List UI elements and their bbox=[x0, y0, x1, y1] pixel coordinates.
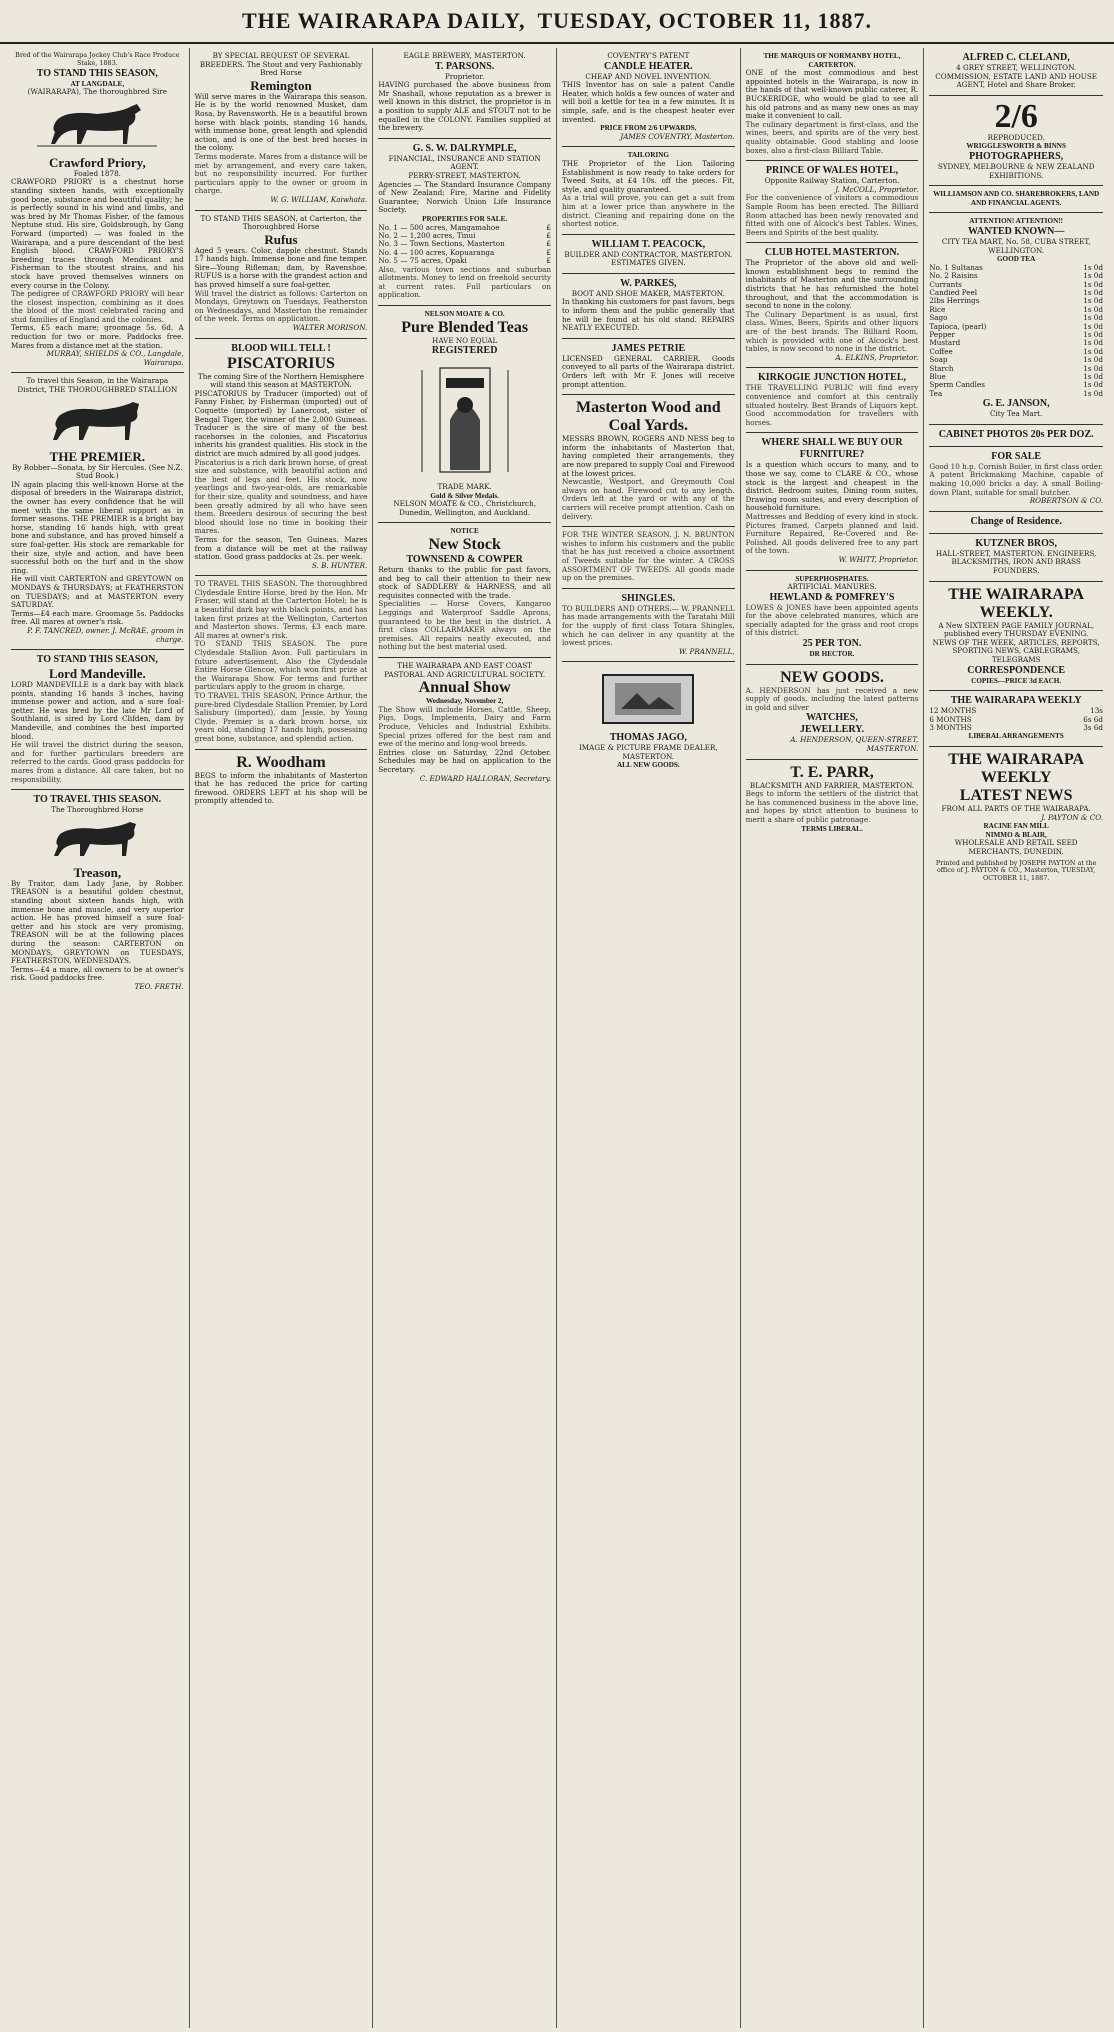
new-goods-ad bbox=[746, 665, 919, 760]
masthead-date: TUESDAY, OCTOBER 11, 1887. bbox=[537, 8, 872, 33]
premier-heading: To travel this Season, in the Wairarapa District, THE THOROUGHBRED STALLION bbox=[17, 376, 178, 395]
watches-label: WATCHES, bbox=[806, 712, 858, 724]
woodham-ad bbox=[195, 750, 368, 811]
horse-name-lord: Lord Mandeville. bbox=[48, 666, 146, 682]
club-sig: A. ELKINS, Proprietor. bbox=[835, 352, 919, 362]
stand-heading: TO STAND THIS SEASON, bbox=[36, 67, 158, 79]
coal-body: MESSRS BROWN, ROGERS AND NESS beg to inform the inhabitants of Masterton that, having completed their arrangements, they are now prepared to supply Coal and Firewood at the lowest prices. bbox=[562, 434, 735, 478]
table-row: No. 2 Raisins 1s 0d bbox=[929, 271, 1103, 281]
jewellery-label: JEWELLERY. bbox=[799, 724, 864, 736]
horse-description-filler: The pedigree of CRAWFORD PRIORY will bear the closest inspection, combining as it does the blood of the most celebrated racing and stud families of England and the colonies. bbox=[11, 289, 184, 324]
rufus-owner: WALTER MORISON. bbox=[292, 323, 368, 333]
prince-of-wales-ad bbox=[746, 161, 919, 243]
nelson-moate-ad bbox=[378, 306, 551, 524]
latest-news-ad bbox=[929, 747, 1103, 888]
table-row: No. 4 — 100 acres, Kopuaranga £ bbox=[378, 247, 551, 257]
kutzner-name: KUTZNER BROS, bbox=[975, 537, 1057, 549]
club-filler: The Culinary Department is as usual, first class. Wines, Beers, Spirits and other liquors are of the best brands. The Billiard Room, which is provided with one of Alcock's best tables, is now second to none in the district. bbox=[745, 309, 919, 354]
candle-price: PRICE FROM 2/6 UPWARDS. bbox=[600, 124, 697, 133]
prannell-sig: W. PRANNELL, bbox=[678, 646, 735, 656]
parsons-body: HAVING purchased the above business from Mr Snashall, whose reputation as a brewer is well known in this district, the proprietor is in a position to supply ALE and STOUT not to be equalled in the COLONY. Families supplied at the brewery. bbox=[378, 80, 551, 133]
brewery-ad bbox=[378, 48, 551, 139]
show-title: Annual Show bbox=[418, 679, 511, 697]
piscatorius-terms: Terms for the season, Ten Guineas. Mares from a distance will be met at the railway station. Good grass paddocks at 2s. per week. bbox=[194, 534, 368, 562]
club-body: The Proprietor of the above old and well-known establishment begs to remind the inhabitants of Masterton and the surrounding districts that he has refurnished the hotel throughout, and that the accommodation is second to none in the colony. bbox=[745, 258, 919, 311]
kutzner-role: HALL-STREET, MASTERTON. ENGINEERS, BLACKSMITHS, IRON AND BRASS FOUNDERS. bbox=[935, 548, 1097, 575]
manures-filler: LOWES & JONES have been appointed agents for the above celebrated manures, which are specially adapted for the grass and root crops of this district. bbox=[745, 602, 919, 638]
manures-sub: ARTIFICIAL MANURES. bbox=[787, 582, 877, 592]
candle-sub: CHEAP AND NOVEL INVENTION. bbox=[585, 71, 712, 81]
show-org: THE WAIRARAPA AND EAST COAST PASTORAL AND AGRICULTURAL SOCIETY. bbox=[384, 661, 546, 679]
horse-foaled: Foaled 1878. bbox=[73, 168, 121, 178]
treason-owner: TEO. FRETH. bbox=[134, 981, 184, 991]
henderson-sig: A. HENDERSON, QUEEN-STREET, MASTERTON. bbox=[790, 735, 919, 754]
show-body: Entries close on Saturday, 22nd October. Schedules may be had on application to the Secretary. bbox=[378, 747, 551, 774]
parkes-body: In thanking his customers for past favors, begs to inform them and the public generally that he will be found at his old stand. REPAIRS NEATLY EXECUTED. bbox=[562, 297, 735, 333]
kirkogie-title: KIRKOGIE JUNCTION HOTEL, bbox=[757, 372, 907, 384]
lord-description: LORD MANDEVILLE is a dark bay with black points, standing 16 hands 3 inches, having immense power and action, and a sure foal-getter. He was bred by the late Mr Lord of Southland, is sired by Lord Clifden, dam by Mandeville, and combines the best imported blood. bbox=[11, 680, 184, 741]
table-row: Soap 1s 0d bbox=[929, 355, 1103, 365]
notice-label: NOTICE bbox=[450, 527, 479, 536]
latest-news-title: LATEST NEWS bbox=[959, 786, 1073, 804]
parsons-role: Proprietor. bbox=[444, 71, 485, 81]
tailor-heading: TAILORING bbox=[627, 151, 670, 160]
column-4 bbox=[557, 48, 741, 2028]
table-row: Tapioca, (pearl) 1s 0d bbox=[929, 321, 1103, 331]
table-row: Blue 1s 0d bbox=[929, 372, 1103, 381]
table-row: Pepper 1s 0d bbox=[929, 329, 1103, 339]
medals-label: Gold & Silver Medals. bbox=[430, 491, 499, 500]
rufus-description: Aged 5 years. Color, dapple chestnut. Stands 17 hands high. Immense bone and fine temper. Sire—Young Rifleman; dam, by Ravenshoe. RUFUS is a horse with the grandest action and has proved himself a sure foal-getter. bbox=[194, 245, 368, 290]
weekly3-title: THE WAIRARAPA WEEKLY bbox=[948, 750, 1085, 786]
rufus-filler: Will travel the district as follows: Carterton on Mondays, Greytown on Tuesdays, Featherston on Wednesdays, and Masterton the remainder of the week. Terms on application. bbox=[194, 288, 368, 324]
for-sale-title: FOR SALE bbox=[991, 450, 1042, 462]
liberal-label: LIBERAL ARRANGEMENTS bbox=[968, 732, 1064, 741]
rufus-heading: TO STAND THIS SEASON, at Carterton, the Thoroughbred Horse bbox=[200, 213, 362, 232]
table-row: No. 1 Sultanas 1s 0d bbox=[929, 262, 1103, 272]
premier-description: IN again placing this well-known Horse at the disposal of breeders in the Wairarapa district, the owner has every confidence that he will meet with the same liberal support as in former seasons. THE PREMIER is a bright bay horse, standing 16 hands high, with great bone and substance, and has proved himself a sure foal-getter. His stock are remarkable for their size, style and action, and have been successful both on the turf and in the show ring. bbox=[11, 479, 184, 575]
piscatorius-ad bbox=[195, 339, 368, 577]
lord-heading: TO STAND THIS SEASON, bbox=[36, 654, 158, 666]
photo-role: PHOTOGRAPHERS, bbox=[969, 150, 1064, 162]
furniture-filler: Mattresses and Bedding of every kind in stock. Pictures framed, Carpets planned and laid. Furniture Repaired, Re-Covered and Re-Polished. All goods delivered free to any part of the town. bbox=[745, 511, 919, 556]
prince-filler: For the convenience of visitors a commodious Sample Room has been erected. The Billiard Room attached has been newly renovated and fitted with one of Alcock's best Tables. Wines, Beers and Spirits of the best quality. bbox=[745, 193, 919, 237]
cleland-ad bbox=[929, 48, 1103, 96]
stallion-filler-2: TO STAND THIS SEASON. The pure Clydesdale Stallion Avon. Full particulars in future advertisement. Also the Clydesdale Entire Horse Glencoe, which won first prize at the Wairarapa Show. For terms and further particulars apply to the groom in charge. bbox=[194, 639, 368, 692]
stand-sub: (WAIRARAPA), The thoroughbred Sire bbox=[27, 87, 167, 97]
horse-name-rufus: Rufus bbox=[264, 231, 298, 247]
piscatorius-description: PISCATORIUS by Traducer (imported) out of Fanny Fisher, by Fisherman (imported) out of Coquette (imported) by Lanercost, sister of Bengal Tiger, the winner of the 2,000 Guineas. Traducer is the sire of many of the best racehorses in the colonies, and Piscatorius inherits his grandest qualities. His stock in the district are much admired by all good judges. bbox=[194, 388, 368, 458]
shingles-heading: SHINGLES. bbox=[621, 592, 676, 604]
weekly-body: A New SIXTEEN PAGE FAMILY JOURNAL, published every THURSDAY EVENING. bbox=[938, 620, 1095, 639]
tailor-body: THE Proprietor of the Lion Tailoring Establishment is now ready to take orders for Tweed Suits, at £4 10s. off the pieces. Fit, style, and quality guaranteed. bbox=[562, 158, 735, 194]
williamson-ad bbox=[929, 186, 1103, 213]
nelson-address: NELSON MOATE & CO., Christchurch, Dunedin, Wellington, and Auckland. bbox=[393, 499, 536, 517]
payton-sig: J. PAYTON & CO. bbox=[1041, 812, 1103, 822]
newspaper-columns bbox=[6, 48, 1108, 2028]
treason-ad bbox=[11, 790, 184, 996]
woodham-name: R. Woodham bbox=[236, 753, 326, 771]
table-row: Rice 1s 0d bbox=[929, 304, 1103, 314]
correspondence-label: CORRESPONDENCE bbox=[967, 664, 1066, 676]
horse-terms: Terms, £5 each mare; groomage 5s. 6d. A reduction for two or more. Paddocks free. Mares from a distance met at the station. bbox=[11, 323, 184, 350]
treason-heading: TO TRAVEL THIS SEASON. bbox=[33, 794, 162, 806]
horse-illustration-1 bbox=[37, 100, 157, 152]
remington-owner: W. G. WILLIAM, Kaiwhata. bbox=[270, 194, 368, 204]
janson-name: G. E. JANSON, bbox=[982, 398, 1050, 410]
racine-title: RACINE FAN MILL bbox=[983, 822, 1049, 831]
dalrymple-ad bbox=[378, 139, 551, 306]
subscription-table bbox=[929, 707, 1103, 732]
dalrymple-name: G. S. W. DALRYMPLE, bbox=[412, 142, 517, 154]
table-row: Candied Peel 1s 0d bbox=[929, 287, 1103, 297]
remington-filler: Terms moderate. Mares from a distance will be met by arrangement, and every care taken, but no responsibility incurred. For further particulars apply to the owner or groom in charge. bbox=[194, 151, 368, 196]
table-row: Mustard 1s 0d bbox=[929, 338, 1103, 348]
treason-sub: The Thoroughbred Horse bbox=[51, 805, 144, 815]
table-row: Tea 1s 0d bbox=[929, 388, 1103, 398]
candle-heater-ad bbox=[562, 48, 735, 147]
dalrymple-role: FINANCIAL, INSURANCE AND STATION AGENT. bbox=[388, 153, 541, 172]
treason-terms: Terms—£4 a mare, all owners to be at owner's risk. Good paddocks free. bbox=[11, 964, 184, 983]
premier-ad bbox=[11, 373, 184, 650]
remington-ad bbox=[195, 48, 368, 211]
wrigglesworth-name: WRIGGLESWORTH & BINNS bbox=[966, 142, 1066, 151]
club-title: CLUB HOTEL MASTERTON. bbox=[764, 247, 900, 259]
shingles-filler: TO BUILDERS AND OTHERS.— W. PRANNELL has made arrangements with the Taratahi Mill for the supply of first class Totara Shingles, which he can deliver in any quantity at the lowest prices. bbox=[562, 603, 735, 648]
whitt-sig: W. WHITT, Proprietor. bbox=[838, 554, 919, 564]
column-3 bbox=[373, 48, 557, 2028]
table-row: 2lbs Herrings 1s 0d bbox=[929, 296, 1103, 306]
registered-label: REGISTERED bbox=[431, 345, 498, 357]
table-row: Starch 1s 0d bbox=[929, 363, 1103, 373]
weekly-subs-ad bbox=[929, 691, 1103, 747]
stallion-filler-1: TO TRAVEL THIS SEASON. The thoroughbred Clydesdale Entire Horse, bred by the Hon. Mr Fraser, will stand at the Carterton Hotel; he is a beautiful dark bay with black points, and has taken first prizes at the Wellington, Carterton and Masterton shows. Terms, £3 each mare. All mares at owner's risk. bbox=[194, 579, 368, 640]
candle-body: THIS Inventor has on sale a patent Candle Heater, which holds a few ounces of water and will boil a kettle for tea in a few minutes. It is simple, safe, and is the cheapest heater ever invented. bbox=[562, 80, 735, 124]
horse-name-crawford: Crawford Priory, bbox=[48, 154, 146, 170]
townsend-name: TOWNSEND & COWPER bbox=[406, 554, 523, 566]
copies-price: COPIES—PRICE 3d EACH. bbox=[971, 676, 1062, 685]
cabinet-photos-ad bbox=[929, 425, 1103, 447]
show-filler: The Show will include Horses, Cattle, Sheep, Pigs, Dogs, Implements, Dairy and Farm Produce, Vehicles and Industrial Exhibits. Special prizes offered for the best ram and ewe of the merino and long-wool breeds. bbox=[378, 704, 551, 749]
for-sale-ad bbox=[929, 447, 1103, 512]
remington-description: Will serve mares in the Wairarapa this season. He is by the world renowned Musket, dam Rosa, by Ravensworth. He is a beautiful brown horse with black points, standing 16 hands, with immense bone, great length and splendid action, and is one of the best bred horses in the colony. bbox=[194, 91, 368, 153]
properties-heading: PROPERTIES FOR SALE. bbox=[422, 214, 508, 223]
kutzner-ad bbox=[929, 534, 1103, 582]
weekly-title: THE WAIRARAPA WEEKLY. bbox=[948, 585, 1085, 621]
winter-filler: FOR THE WINTER SEASON. J. N. BRUNTON wishes to inform his customers and the public that he has just received a choice assortment of Tweeds suitable for the winter. A CROSS ASSORTMENT OF TWEEDS. All goods made up on the premises. bbox=[562, 530, 735, 583]
table-row: Currants 1s 0d bbox=[929, 279, 1103, 289]
show-sig: C. EDWARD HALLORAN, Secretary. bbox=[419, 773, 551, 783]
wanted-label: WANTED KNOWN— bbox=[967, 225, 1065, 237]
townsend-body: Return thanks to the public for past favors, and beg to call their attention to their new stock of SADDLERY & HARNESS, and all requisites connected with the trade. bbox=[378, 565, 551, 600]
properties-table bbox=[378, 224, 551, 266]
dalrymple-filler: Also, various town sections and suburban allotments. Money to lend on freehold security at current rates. Full particulars on application. bbox=[378, 264, 551, 300]
tea-mart-addr: CITY TEA MART, No. 58, CUBA STREET, WELLINGTON. bbox=[941, 236, 1091, 255]
masthead bbox=[0, 0, 1114, 44]
manures-heading: SUPERPHOSPHATES. bbox=[795, 574, 869, 583]
show-date: Wednesday, November 2, bbox=[425, 697, 504, 706]
woodham-body: BEGS to inform the inhabitants of Masterton that he has reduced the price for carting firewood. ORDERS LEFT at his shop will be promptly attended to. bbox=[194, 770, 368, 806]
horse-name-premier: THE PREMIER. bbox=[49, 448, 145, 464]
doctor-label: DR HECTOR. bbox=[809, 650, 855, 659]
treason-description: By Traitor, dam Lady Jane, by Robber. TREASON is a beautiful golden chestnut, standing about sixteen hands high, with immense bone and muscle, and very superior action. He has proved himself a sure foal-getter and his stock are very promising. TREASON will be at the following places during the season: CARTERTON on MONDAYS, GREYTOWN on TUESDAYS, FEATHERSTON, WEDNESDAYS. bbox=[11, 878, 184, 966]
cleland-name: ALFRED C. CLELAND, bbox=[962, 52, 1070, 63]
furniture-heading: WHERE SHALL WE BUY OUR FURNITURE? bbox=[761, 437, 903, 461]
candle-sig: JAMES COVENTRY, Masterton. bbox=[620, 131, 735, 141]
for-sale-filler: Good 10 h.p. Cornish Boiler, in first class order. A patent Brickmaking Machine, capable of making 10,000 bricks a day. A small Boiling-down Plant, suitable for small butcher. bbox=[929, 461, 1103, 497]
photo-sub: REPRODUCED. bbox=[987, 132, 1045, 142]
new-stock-title: New Stock bbox=[428, 536, 501, 554]
jago-new-goods: ALL NEW GOODS. bbox=[616, 761, 680, 770]
peacock-name: WILLIAM T. PEACOCK, bbox=[591, 238, 706, 250]
stand-place: AT LANGDALE, bbox=[70, 79, 125, 88]
piscatorius-intro: The coming Sire of the Northern Hemisphere will stand this season at MASTERTON. bbox=[197, 371, 365, 390]
jago-role: IMAGE & PICTURE FRAME DEALER, MASTERTON. bbox=[578, 743, 718, 761]
kirkogie-filler: THE TRAVELLING PUBLIC will find every convenience and comfort at this centrally situated hostelry. Best Brands of Liquors kept. Good accommodation for travellers with horses. bbox=[745, 383, 919, 427]
nelson-heading: NELSON MOATE & CO. bbox=[424, 309, 505, 318]
teas-title: Pure Blended Teas bbox=[401, 318, 529, 336]
parr-filler: Begs to inform the settlers of the district that he has commenced business in the above line, and hopes by strict attention to business to merit a share of public patronage. bbox=[745, 789, 919, 824]
table-row: No. 2 — 1,200 acres, Tinui £ bbox=[378, 230, 551, 240]
rufus-ad bbox=[195, 211, 368, 339]
tailor-ad bbox=[562, 147, 735, 234]
parr-ad bbox=[746, 760, 919, 839]
table-row: No. 1 — 500 acres, Mangamahoe £ bbox=[378, 222, 551, 232]
table-row: 6 MONTHS 6s 6d bbox=[929, 714, 1103, 724]
horse-illustration-2 bbox=[37, 398, 157, 446]
townsend-filler: Specialities — Horse Covers, Kangaroo Leggings and Waterproof Saddle Aprons, guaranteed to be the best in the district. A first class COLLARMAKER always on the premises. All repairs neatly executed, and nothing but the best material used. bbox=[378, 599, 551, 652]
masthead-title: THE WAIRARAPA DAILY, bbox=[242, 8, 526, 33]
tea-heading: GOOD TEA bbox=[996, 255, 1036, 264]
coal-filler: Newcastle, Westport, and Greymouth Coal always on hand. Firewood cut to any length. Orders left at the yard or with any of the carriers will receive prompt attention. Cash on delivery. bbox=[562, 477, 735, 521]
nimmo-name: NIMMO & BLAIR, bbox=[985, 830, 1047, 839]
trademark-label: TRADE MARK. bbox=[437, 482, 492, 492]
stallion-filler-3: TO TRAVEL THIS SEASON, Prince Arthur, the pure-bred Clydesdale Stallion Premier, by Lord Salisbury (imported), dam Jessie, by Young Clyde. Premier is a dark brown horse, six years old, standing 17 hands high, possessing great bone, substance, and splendid action. bbox=[194, 691, 368, 743]
imprint: Printed and published by JOSEPH PAYTON at the office of J. PAYTON & CO., Masterton, TUESDAY, OCTOBER 11, 1887. bbox=[935, 858, 1097, 883]
frame-dealer-illustration bbox=[593, 669, 703, 729]
normanby-body: ONE of the most commodious and best appointed hotels in the Wairarapa, is now in the hands of that well-known public caterer, R. BUCKERIDGE, who would be glad to see all his old patrons and as many new ones as may make it convenient to call. bbox=[745, 68, 919, 121]
winter-season-ad bbox=[562, 527, 735, 589]
horse-description: CRAWFORD PRIORY is a chestnut horse standing sixteen hands, with exceptionally good bone, substance and beautiful quality; he is perfectly sound in his wind and limbs, and was bred by Mr Thomas Fisher, of the famous Neptune stud. His sire, Goldsbrough, by Gang Forward (imported) — was foaled in the Wairarapa, and a pure descendant of the best English blood. CRAWFORD PRIORY'S breeding traces through Mendicant and Fisherman to the stoutest strains, and his stock have proved themselves winners on every course in the Colony. bbox=[11, 177, 184, 290]
kirkogie-ad bbox=[746, 368, 919, 433]
table-row: Coffee 1s 0d bbox=[929, 346, 1103, 356]
tea-price-table bbox=[929, 264, 1103, 399]
attention-label: ATTENTION! ATTENTION!! bbox=[969, 217, 1064, 226]
jago-name: THOMAS JAGO, bbox=[609, 732, 687, 744]
horse-illustration-3 bbox=[42, 818, 152, 862]
table-row: 3 MONTHS 3s 6d bbox=[929, 722, 1103, 732]
annual-show-ad bbox=[378, 658, 551, 788]
teapot-trademark-illustration bbox=[410, 360, 520, 480]
table-row: Sperm Candles 1s 0d bbox=[929, 380, 1103, 390]
change-title: Change of Residence. bbox=[970, 515, 1062, 527]
prince-sig: J. McCOLL, Proprietor. bbox=[835, 184, 919, 194]
premier-sub: By Robber—Sonata, by Sir Hercules. (See N.Z. Stud Book.) bbox=[12, 462, 183, 481]
candle-top: COVENTRY'S PATENT bbox=[607, 51, 690, 60]
peacock-role: BUILDER AND CONTRACTOR, MASTERTON. ESTIMATES GIVEN. bbox=[564, 249, 733, 268]
top-line: Bred of the Wairarapa Jockey Club's Race Produce Stake, 1883. bbox=[15, 51, 180, 67]
tailor-filler: As a trial will prove, you can get a suit from him at a lower price than anywhere in the district. Cleaning and repairing done on the shortest notice. bbox=[562, 193, 735, 229]
manures-price: 25 PER TON. bbox=[802, 638, 862, 650]
column-6 bbox=[924, 48, 1108, 2028]
coal-yards-ad bbox=[562, 395, 735, 527]
parkes-role: BOOT AND SHOE MAKER, MASTERTON. bbox=[571, 288, 725, 298]
parkes-name: W. PARKES, bbox=[620, 277, 677, 289]
peacock-ad bbox=[562, 235, 735, 274]
lord-description-filler: He will travel the district during the season, and for further particulars breeders are referred to the cards. Good grass paddocks for mares from a distance. All care taken, but no responsibility. bbox=[11, 740, 184, 784]
blood-heading: BLOOD WILL TELL ! bbox=[231, 342, 331, 354]
piscatorius-filler: Piscatorius is a rich dark brown horse, of great size and substance, with beautiful action and the best of legs and feet. His stock, now yearlings and two-year-olds, are remarkable for their size, quality and soundness, and have been greatly admired by all who have seen them. Breeders desirous of securing the best blood should lose no time in booking their mares. bbox=[194, 457, 368, 536]
weekly2-title: THE WAIRARAPA WEEKLY bbox=[950, 695, 1082, 707]
teas-sub: HAVE NO EQUAL bbox=[432, 335, 498, 345]
brewery-top: EAGLE BREWERY, MASTERTON. bbox=[403, 51, 526, 60]
photo-cities: SYDNEY, MELBOURNE & NEW ZEALAND EXHIBITIONS. bbox=[937, 161, 1095, 180]
horse-name-treason: Treason, bbox=[73, 864, 122, 880]
more-stallions bbox=[195, 576, 368, 749]
cabinet-title: CABINET PHOTOS 20s PER DOZ. bbox=[938, 428, 1094, 440]
table-row: 12 MONTHS 13s bbox=[929, 706, 1103, 716]
parr-name: T. E. PARR, bbox=[790, 763, 874, 781]
table-row: No. 3 — Town Sections, Masterton £ bbox=[378, 239, 551, 249]
prince-title: PRINCE OF WALES HOTEL, bbox=[765, 165, 899, 177]
jago-ad bbox=[562, 662, 735, 775]
furniture-body: Is a question which occurs to many, and to those we say, come to CLARE & CO., whose stock is the largest and cheapest in the district. Bedroom suites, Dining room suites, Drawing room suites, and every description of household furniture. bbox=[745, 460, 919, 513]
candle-title: CANDLE HEATER. bbox=[603, 60, 693, 72]
petrie-ad bbox=[562, 339, 735, 395]
furniture-ad bbox=[746, 433, 919, 570]
shingles-ad bbox=[562, 589, 735, 663]
robertson-sig: ROBERTSON & CO. bbox=[1029, 496, 1103, 506]
cleland-role: COMMISSION, ESTATE LAND AND HOUSE AGENT, Hotel and Share Broker. bbox=[935, 71, 1098, 90]
remington-top: BY SPECIAL REQUEST OF SEVERAL BREEDERS. The Stout and very Fashionably Bred Horse bbox=[199, 51, 363, 78]
price-badge: 2/6 bbox=[994, 97, 1038, 135]
horse-name-piscatorius: PISCATORIUS bbox=[227, 354, 335, 372]
piscatorius-sig: S. B. HUNTER. bbox=[311, 560, 368, 570]
horse-name-remington: Remington bbox=[250, 77, 312, 93]
coal-heading: Masterton Wood and Coal Yards. bbox=[576, 399, 721, 435]
change-residence-ad bbox=[929, 512, 1103, 534]
cleland-addr: 4 GREY STREET, WELLINGTON. bbox=[956, 63, 1077, 72]
lord-mandeville-ad bbox=[11, 650, 184, 790]
dalrymple-address: PERRY-STREET, MASTERTON. bbox=[408, 170, 521, 180]
janson-sub: City Tea Mart. bbox=[989, 409, 1043, 419]
petrie-name: JAMES PETRIE bbox=[611, 342, 686, 354]
new-goods-filler: A. HENDERSON has just received a new supply of goods, including the latest patterns in gold and silver bbox=[745, 685, 919, 712]
tea-mart-ad bbox=[929, 213, 1103, 424]
williamson-name: WILLIAMSON AND CO. SHAREBROKERS, LAND AND FINANCIAL AGENTS. bbox=[933, 190, 1100, 207]
prince-sub: Opposite Railway Station, Carterton. bbox=[764, 176, 900, 186]
manures-ad bbox=[746, 571, 919, 665]
townsend-ad bbox=[378, 523, 551, 658]
premier-route: He will visit CARTERTON and GREYTOWN on MONDAYS & THURSDAYS; at FEATHERSTON on TUESDAYS; and at MASTERTON every SATURDAY. bbox=[11, 574, 184, 610]
normanby-filler: The culinary department is first-class, and the wines, beers, and spirits are of the very best quality obtainable. Good stabling and loose boxes, also a first-class Billiard Table. bbox=[745, 119, 919, 155]
table-row: Sago 1s 0d bbox=[929, 313, 1103, 323]
weekly-news: NEWS OF THE WEEK, ARTICLES, REPORTS, SPORTING NEWS, CABLEGRAMS, TELEGRAMS bbox=[932, 637, 1100, 664]
normanby-hotel-ad bbox=[746, 48, 919, 161]
parkes-ad bbox=[562, 274, 735, 339]
premier-owner: P. F. TANCRED, owner. J. McRAE, groom in charge. bbox=[27, 625, 184, 644]
parr-terms: TERMS LIBERAL. bbox=[801, 824, 863, 833]
crawford-priory-ad bbox=[11, 48, 184, 373]
parr-role: BLACKSMITH AND FARRIER, MASTERTON. bbox=[749, 780, 915, 790]
latest-news-sub: FROM ALL PARTS OF THE WAIRARAPA. bbox=[941, 803, 1091, 813]
column-2 bbox=[190, 48, 374, 2028]
column-1 bbox=[6, 48, 190, 2028]
petrie-body: LICENSED GENERAL CARRIER. Goods conveyed to all parts of the Wairarapa district. Orders left with Mr F. Jones will receive prompt attention. bbox=[562, 353, 735, 389]
dalrymple-body: Agencies — The Standard Insurance Company of New Zealand; Fire, Marine and Fidelity Guarantee; Norwich Union Life Insurance Society. bbox=[378, 179, 551, 215]
photo-ad bbox=[929, 96, 1103, 186]
parsons-name: T. PARSONS. bbox=[434, 60, 495, 72]
horse-contact: MURRAY, SHIELDS & CO., Langdale, Wairarapa. bbox=[46, 349, 184, 367]
club-hotel-ad bbox=[746, 243, 919, 368]
column-5 bbox=[741, 48, 925, 2028]
manures-firm: HEWLAND & POMFREY'S bbox=[769, 591, 895, 603]
normanby-title: THE MARQUIS OF NORMANBY HOTEL, CARTERTON. bbox=[763, 52, 901, 69]
table-row: No. 5 — 75 acres, Opaki £ bbox=[378, 256, 551, 266]
new-goods-heading: NEW GOODS. bbox=[780, 668, 884, 686]
nimmo-role: WHOLESALE AND RETAIL SEED MERCHANTS, DUNEDIN. bbox=[954, 838, 1078, 856]
premier-terms: Terms—£4 each mare. Groomage 5s. Paddocks free. All mares at owner's risk. bbox=[11, 608, 184, 627]
weekly-ad bbox=[929, 582, 1103, 692]
